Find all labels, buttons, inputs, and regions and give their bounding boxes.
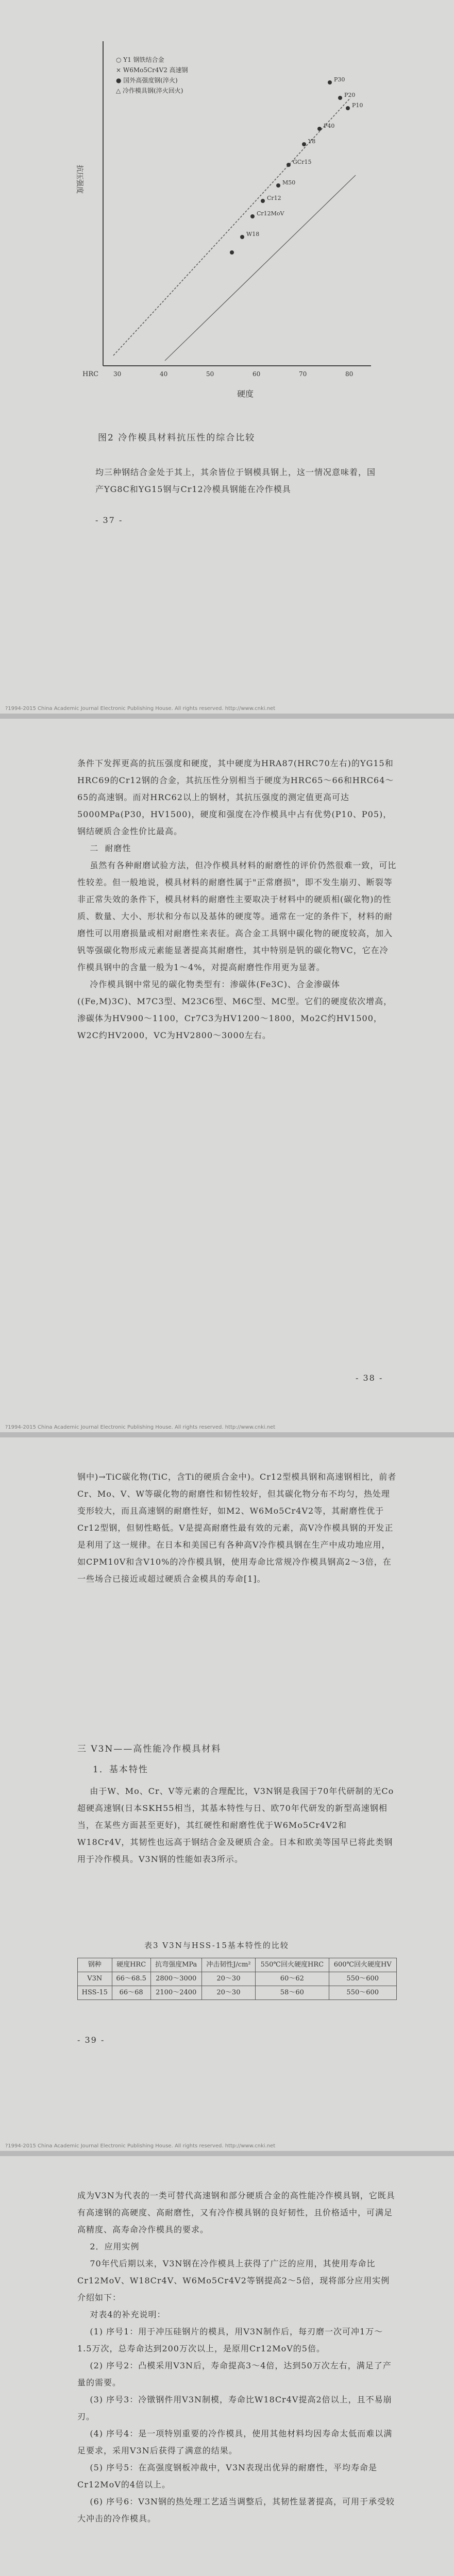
subsection-heading: 1．基本特性	[93, 1765, 148, 1775]
table-cell: 66～68.5	[112, 1972, 150, 1986]
properties-table	[77, 1958, 397, 2000]
page-number: - 39 -	[77, 2035, 105, 2045]
point-label: P20	[344, 92, 356, 98]
table-cell: 2100～2400	[150, 1986, 201, 2000]
table-cell: 20～30	[201, 1972, 255, 1986]
page-1	[0, 0, 454, 714]
table-cell: HSS-15	[78, 1986, 112, 2000]
trend-line	[165, 175, 356, 361]
figure-caption: 图2 冷作模具材料抗压性的综合比较	[98, 433, 256, 443]
table-header-row	[78, 1958, 397, 1972]
point-label: M50	[282, 179, 296, 186]
point-label: P30	[334, 76, 345, 83]
point	[317, 127, 322, 131]
point	[250, 214, 255, 218]
body-text: 由于W、Mo、Cr、V等元素的合理配比，V3N钢是我国于70年代研制的无Co超硬高速钢(日本SKH55相当，其基本特性与日、欧70年代研发的新型高速钢相当，在某些方面甚至更好)，其红硬性和耐磨性优于W6Mo5Cr4V2和W18Cr4V，其韧性也远高于钢结合金及硬质合金。日本和欧美等国早已将此类钢用于冷作模具。V3N钢的性能如表3所示。	[77, 1786, 394, 1864]
table-cell: 60～62	[256, 1972, 329, 1986]
data-points	[230, 80, 350, 255]
table-row	[78, 1972, 397, 1986]
x-tick: 80	[345, 370, 354, 378]
legend-item: ○ Y1 钢铁结合金	[116, 56, 164, 63]
body-text: 条件下发挥更高的抗压强度和硬度，其中硬度为HRA87(HRC70左右)的YG15和HRC69的Cr12钢的合金，其抗压性分别相当于硬度为HRC65～66和HRC64～65的高速钢。而对HRC62以上的钢材，其抗压强度的测定值更高可达5000MPa(P30，HV1500)，硬度和强度在冷作模具中占有优势(P10、P05)，钢结硬质合金性价比最高。 二 耐磨性 虽然有各种耐磨试验方法，但冷作模具材料的耐磨性的评价仍然很难一致，可比性较差。但一般地说，模具材料的耐磨性属于"正常磨损"，即不发生崩刃、断裂等非正常失效的条件下，模具材料的耐磨性主要取决于材料中的硬质相(碳化物)的性质、数量、大小、形状和分布以及基体的硬度等。通常在一定的条件下，材料的耐磨性可以用磨损量或相对耐磨性来表征。高合金工具钢中碳化物的硬度较高，加入钒等强碳化物形成元素能显著提高其耐磨性，其中特别是钒的碳化物VC，它在冷作模具钢中的含量一般为1～4%，对提高耐磨性作用更为显著。 冷作模具钢中常见的碳化物类型有：渗碳体(Fe3C)、合金渗碳体((Fe,M)3C)、M7C3型、M23C6型、M6C型、MC型。它们的硬度依次增高，渗碳体为HV900～1100，Cr7C3为HV1200～1800，Mo2C约HV1500，W2C约HV2000，VC为HV2800～3000左右。	[77, 758, 397, 1040]
legend	[116, 56, 188, 94]
table-cell: 58～60	[256, 1986, 329, 2000]
trend-line	[113, 98, 350, 355]
x-tick: 70	[299, 370, 307, 378]
table-cell: 2800～3000	[150, 1972, 201, 1986]
point-label: Y8	[308, 138, 316, 145]
point-label: Cr12	[267, 195, 281, 201]
point	[240, 235, 244, 239]
table-cell: 550～600	[329, 1986, 397, 2000]
chart-x-label: 硬度	[237, 389, 254, 399]
point-label: P40	[324, 123, 335, 129]
point-label: Cr12MoV	[257, 210, 284, 217]
legend-item: △ 冷作模具钢(淬火回火)	[116, 87, 183, 94]
table-cell: 550～600	[329, 1972, 397, 1986]
table-header: 钢种	[78, 1958, 112, 1972]
table-row	[78, 1986, 397, 2000]
x-axis-label: HRC	[82, 370, 99, 378]
point	[346, 106, 350, 110]
y-axis-label: 抗压强度	[75, 165, 83, 194]
point	[328, 80, 332, 84]
compressive-strength-chart	[62, 21, 402, 412]
table-header: 硬度HRC	[112, 1958, 150, 1972]
x-ticks	[113, 370, 353, 378]
copyright-footer: ?1994-2015 China Academic Journal Electronic Publishing House. All rights reserved. http://www.cnki.net	[5, 2143, 276, 2149]
point	[230, 250, 234, 255]
page-2	[0, 719, 454, 1432]
table-header: 600℃回火硬度HV	[329, 1958, 397, 1972]
table-caption: 表3 V3N与HSS-15基本特性的比较	[144, 1941, 289, 1950]
x-tick: 40	[160, 370, 168, 378]
point-label: P10	[352, 102, 363, 109]
body-text: 成为V3N为代表的一类可替代高速钢和部分硬质合金的高性能冷作模具钢，它既具有高速钢的高硬度、高耐磨性，又有冷作模具钢的良好韧性，且价格适中，可满足高精度、高寿命冷作模具的要求。 2．应用实例 70年代后期以来，V3N钢在冷作模具上获得了广泛的应用，其使用寿命比Cr12MoV、W18Cr4V、W6Mo5Cr4V2等钢提高2～5倍，现将部分应用实例介绍如下： 对表4的补充说明： (1) 序号1：用于冲压硅钢片的模具，用V3N制作后，每刃磨一次可冲1万～1.5万次，总寿命达到200万次以上，是原用Cr12MoV的5倍。 (2) 序号2：凸模采用V3N后，寿命提高3～4倍，达到50万次左右，满足了产量的需要。 (3) 序号3：冷镦钢件用V3N制模，寿命比W18Cr4V提高2倍以上，且不易崩刃。 (4) 序号4：是一项特别重要的冷作模具，使用其他材料均因寿命太低而难以满足要求，采用V3N后获得了满意的结果。 (5) 序号5：在高强度钢板冲裁中，V3N表现出优异的耐磨性，平均寿命是Cr12MoV的4倍以上。 (6) 序号6：V3N钢的热处理工艺适当调整后，其韧性显著提高，可用于承受较大冲击的冷作模具。	[77, 2191, 395, 2523]
point	[302, 142, 306, 146]
x-tick: 60	[253, 370, 261, 378]
table-cell: V3N	[78, 1972, 112, 1986]
page-number: - 37 -	[95, 515, 123, 525]
point-labels	[246, 76, 363, 238]
body-text: 均三种钢结合金处于其上，其余皆位于钢模具钢上，这一情况意味着，国产YG8C和YG15钢与Cr12冷模具钢能在冷作模具	[95, 467, 376, 494]
point-label: GCr15	[293, 159, 312, 165]
table-header: 抗弯强度MPa	[150, 1958, 201, 1972]
page-number: - 38 -	[356, 1373, 383, 1383]
point	[261, 199, 265, 203]
page-3	[0, 1437, 454, 2151]
point-label: W18	[246, 231, 260, 238]
copyright-footer: ?1994-2015 China Academic Journal Electronic Publishing House. All rights reserved. http://www.cnki.net	[5, 1425, 276, 1430]
table-header: 550℃回火硬度HRC	[256, 1958, 329, 1972]
point	[338, 96, 342, 100]
point	[276, 183, 280, 188]
point	[287, 163, 291, 167]
copyright-footer: ?1994-2015 China Academic Journal Electronic Publishing House. All rights reserved. http://www.cnki.net	[5, 706, 276, 711]
page-4	[0, 2156, 454, 2576]
table-cell: 66～68	[112, 1986, 150, 2000]
x-tick: 30	[113, 370, 122, 378]
x-tick: 50	[206, 370, 214, 378]
section-heading: 三 V3N——高性能冷作模具材料	[77, 1744, 222, 1754]
legend-item: × W6Mo5Cr4V2 高速钢	[116, 66, 188, 74]
table-cell: 20～30	[201, 1986, 255, 2000]
table-header: 冲击韧性J/cm²	[201, 1958, 255, 1972]
body-text: 钢中)→TiC碳化物(TiC，含Ti的硬质合金中)。Cr12型模具钢和高速钢相比，前者Cr、Mo、V、W等碳化物的耐磨性和韧性较好，但其碳化物分布不均匀，热处理变形较大，而且高速钢的耐磨性好，如M2、W6Mo5Cr4V2等，其耐磨性优于Cr12型钢，但韧性略低。V是提高耐磨性最有效的元素，高V冷作模具钢的开发正是利用了这一规律。在日本和美国已有各种高V冷作模具钢在生产中成功地应用，如CPM10V和含V10%的冷作模具钢，使用寿命比常规冷作模具钢高2～3倍，在一些场合已接近或超过硬质合金模具的寿命[1]。	[77, 1472, 397, 1584]
legend-item: ● 国外高强度钢(淬火)	[116, 77, 178, 84]
